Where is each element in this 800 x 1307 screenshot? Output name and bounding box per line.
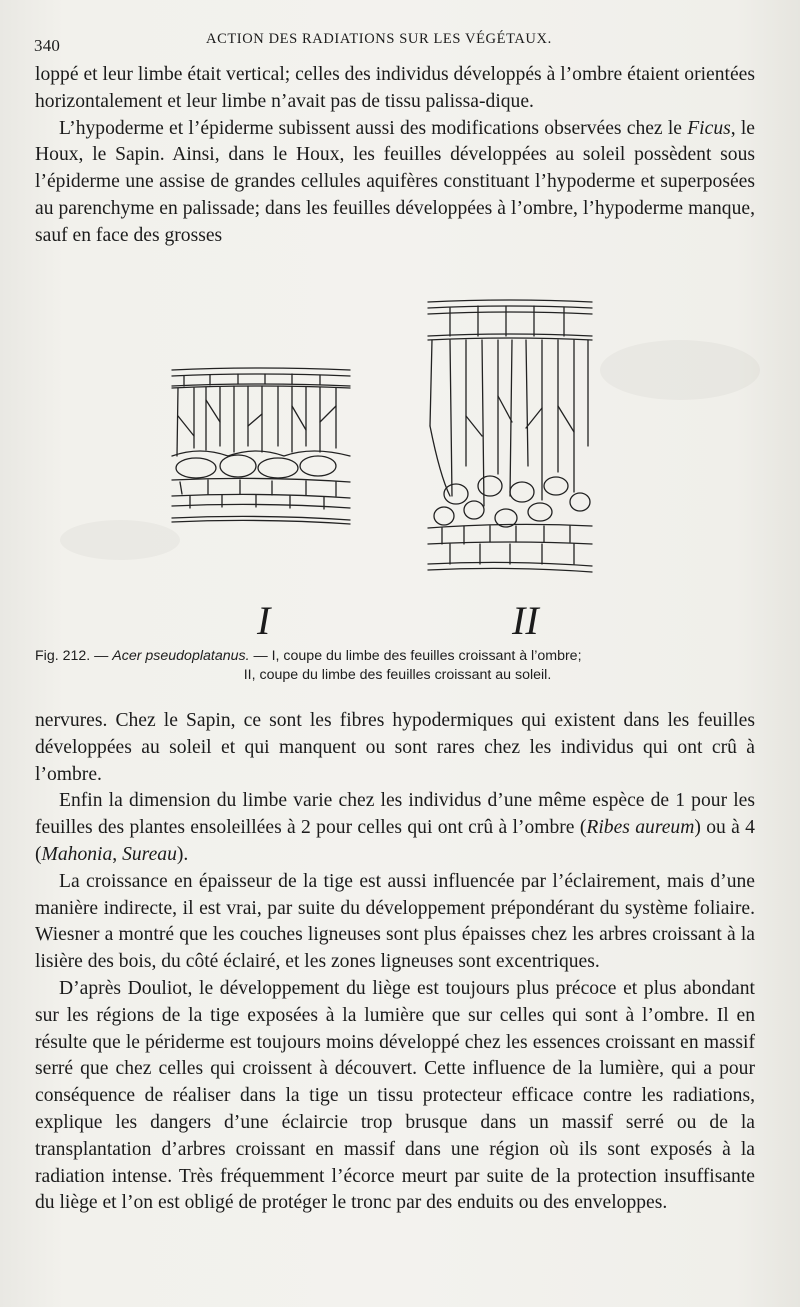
italic-term: Sureau (122, 843, 177, 865)
italic-term: Ribes aureum (586, 817, 695, 839)
paragraph: loppé et leur limbe était vertical; celles des individus développés à l’ombre étaient orientées horizontalement et leur limbe n’avait pas de tissu palissa-dique. (35, 64, 755, 112)
running-title: ACTION DES RADIATIONS SUR LES VÉGÉTAUX. (206, 31, 552, 47)
paragraph: Enfin la dimension du limbe varie chez les individus d’une même espèce de 1 pour les feuilles des plantes ensoleillées à 2 pour celles qui ont crû à l’ombre (Ribes aureum) ou à 4 (Mahonia, Sureau). (35, 790, 755, 865)
section-ii-drawing (428, 300, 592, 572)
caption-prefix: Fig. 212. — (35, 648, 113, 664)
figure-label-i: I (257, 598, 271, 643)
caption-line1: — I, coupe du limbe des feuilles croissant à l’ombre; (249, 648, 582, 664)
paragraph: nervures. Chez le Sapin, ce sont les fibres hypodermiques qui existent dans les feuilles développées au soleil et qui manquent ou sont rares chez les individus qui ont crû à l’ombre. (35, 710, 755, 785)
figure-caption (35, 647, 760, 685)
page-header (34, 30, 766, 54)
text-block-top (35, 62, 755, 250)
paragraph: L’hypoderme et l’épiderme subissent aussi des modifications observées chez le Ficus, le Houx, le Sapin. Ainsi, dans le Houx, les feuilles développées au soleil possèdent sous l’épiderme une assise de grandes cellules aquifères constituant l’hypoderme et superposées au parenchyme en palissade; dans les feuilles développées à l’ombre, l’hypoderme manque, sauf en face des grosses (35, 117, 756, 246)
italic-term: Ficus (687, 117, 731, 139)
paragraph: D’après Douliot, le développement du liège est toujours plus précoce et plus abondant sur les régions de la tige exposées à la lumière que sur celles qui sont à l’ombre. Il en résulte que le périderme est toujours moins développé chez les essences croissant en massif serré que chez celles qui croissent à découvert. Cette influence de la lumière, qui a pour conséquence de réaliser dans la tige un tissu protecteur efficace contre les radiations, explique les dangers d’une éclaircie trop brusque dans un massif serré ou de la transplantation d’arbres croissant en massif dans une région où ils sont exposés à la radiation intense. Très fréquemment l’écorce meurt par suite de la protection insuffisante du liège et l’on est obligé de protéger le tronc par des enduits ou des enveloppes. (35, 977, 755, 1214)
leaf-section-drawing (160, 296, 610, 656)
section-i-drawing (172, 368, 350, 524)
caption-line2: II, coupe du limbe des feuilles croissant au soleil. (243, 667, 552, 683)
figure-label-ii: II (512, 598, 539, 643)
italic-term: Mahonia (41, 843, 113, 865)
page-number: 340 (34, 36, 61, 55)
paper-stain (600, 340, 760, 400)
figure-212 (160, 296, 610, 656)
text-block-bottom (35, 708, 755, 1217)
paragraph: La croissance en épaisseur de la tige est aussi influencée par l’éclairement, mais d’une manière indirecte, il est vrai, par suite du développement prépondérant du système foliaire. Wiesner a montré que les couches ligneuses sont plus épaisses chez les arbres croissant à la lisière des bois, du côté éclairé, et les zones ligneuses sont excentriques. (35, 870, 755, 973)
caption-species: Acer pseudoplatanus. (112, 648, 250, 664)
